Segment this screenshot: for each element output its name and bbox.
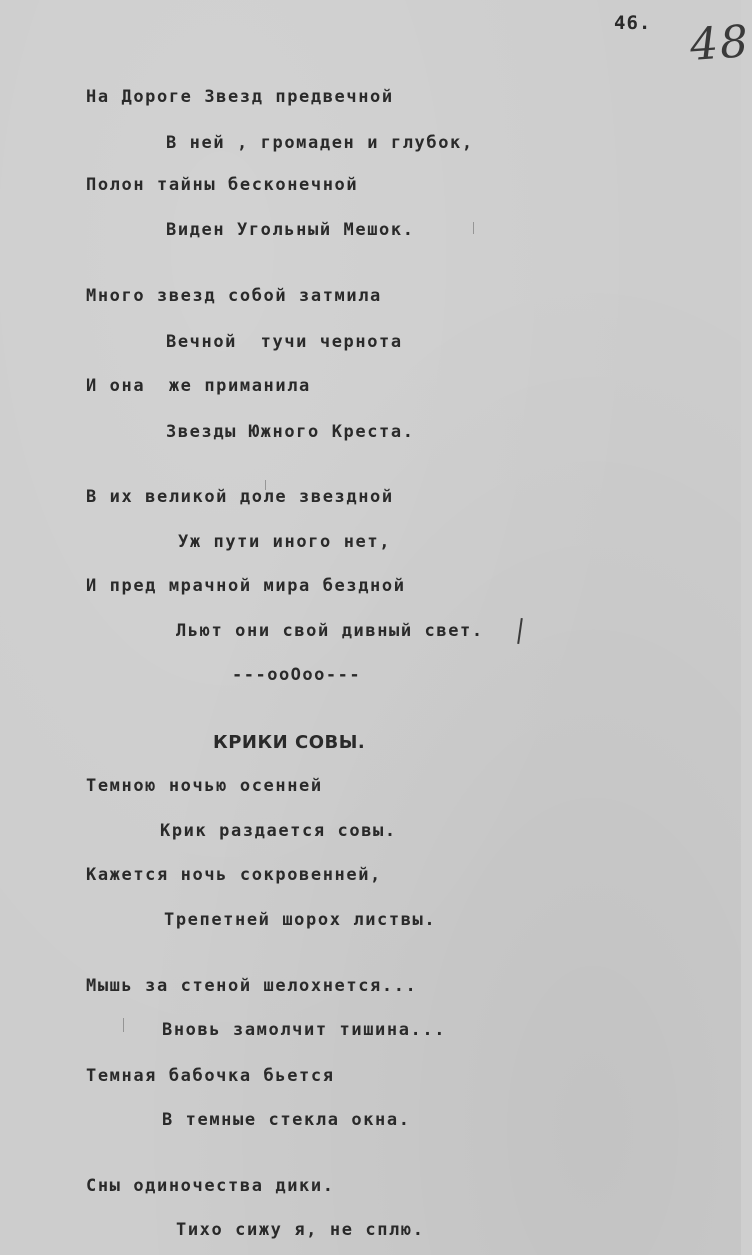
page-number: 46. (614, 12, 652, 34)
poem-line: Тихо сижу я, не сплю. (176, 1220, 425, 1240)
poem-line: Уж пути иного нет, (178, 532, 392, 552)
poem-line: Полон тайны бесконечной (86, 175, 359, 195)
poem-line: Звезды Южного Креста. (166, 422, 415, 442)
poem-line: Вновь замолчит тишина... (162, 1020, 447, 1040)
poem-line: В темные стекла окна. (162, 1110, 411, 1130)
pen-mark (517, 618, 523, 644)
poem-title: КРИКИ СОВЫ. (213, 732, 366, 753)
poem-line: На Дороге Звезд предвечной (86, 87, 394, 107)
poem-line: Вечной тучи чернота (166, 332, 403, 352)
poem-line: Мышь за стеной шелохнется... (86, 976, 418, 996)
paper-mark (473, 222, 474, 234)
section-divider: ---ооОоо--- (232, 665, 362, 685)
poem-line: Кажется ночь сокровенней, (86, 865, 382, 885)
poem-line: И она же приманила (86, 376, 311, 396)
poem-line: И пред мрачной мира бездной (86, 576, 406, 596)
poem-line: Много звезд собой затмила (86, 286, 382, 306)
paper-mark (265, 480, 266, 490)
poem-line: Виден Угольный Мешок. (166, 220, 415, 240)
paper-mark (123, 1018, 124, 1032)
poem-line: Льют они свой дивный свет. (176, 621, 484, 641)
poem-line: В их великой доле звездной (86, 487, 394, 507)
poem-line: Темною ночью осенней (86, 776, 323, 796)
poem-line: Темная бабочка бьется (86, 1066, 335, 1086)
poem-line: Трепетней шорох листвы. (164, 910, 437, 930)
handwritten-page-number: 48 (688, 15, 752, 72)
poem-line: В ней , громаден и глубок, (166, 133, 474, 153)
poem-line: Крик раздается совы. (160, 821, 397, 841)
poem-line: Сны одиночества дики. (86, 1176, 335, 1196)
